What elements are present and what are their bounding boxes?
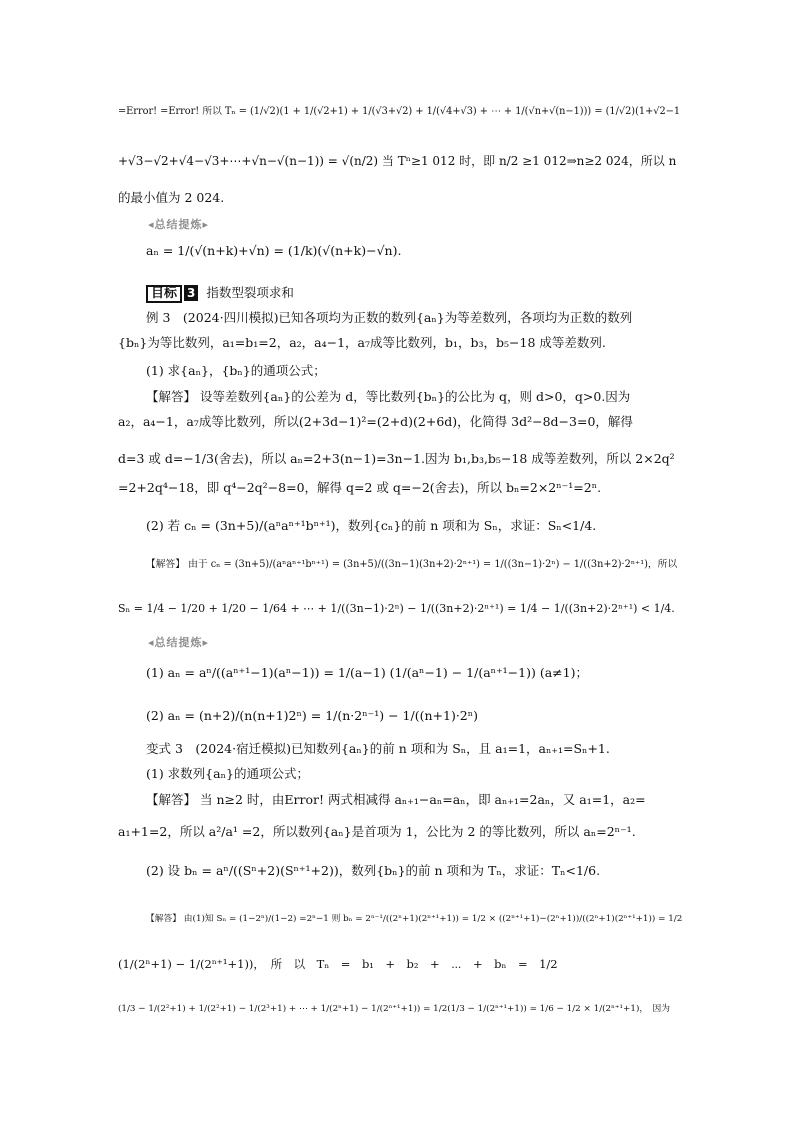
variant-answer-2-line-2: (1/(2ⁿ+1) − 1/(2ⁿ⁺¹+1))， 所 以 Tₙ = b₁ + b₂ + ⋯ + bₙ = 1/2 — [118, 957, 558, 971]
goal-title: 指数型裂项求和 — [206, 285, 294, 300]
variant-answer-1-line-1: 【解答】 当 n≥2 时，由Error! 两式相减得 aₙ₊₁−aₙ=aₙ，即 aₙ₊₁=2aₙ，又 a₁=1，a₂= — [146, 792, 646, 807]
text-line-2: +√3−√2+√4−√3+⋯+√n−√(n−1)) = √(n/2) 当 Tⁿ≥1 012 时，即 n/2 ≥1 012⇒n≥2 024，所以 n — [118, 154, 677, 168]
text-line-1: =Error! =Error! 所以 Tₙ = (1/√2)(1 + 1/(√2+1) + 1/(√3+√2) + 1/(√4+√3) + ⋯ + 1/(√n+√(n−1))) = (1/√2)(1+√2−1 — [118, 106, 681, 117]
answer-2-line-2: Sₙ = 1/4 − 1/20 + 1/20 − 1/64 + ⋯ + 1/((3n−1)·2ⁿ) − 1/((3n+2)·2ⁿ⁺¹) = 1/4 − 1/((3n+2)·2ⁿ⁺¹) < 1/4. — [118, 602, 675, 615]
variant-answer-2-line-1: 【解答】 由(1)知 Sₙ = (1−2ⁿ)/(1−2) =2ⁿ−1 则 bₙ = 2ⁿ⁻¹/((2ⁿ+1)(2ⁿ⁺¹+1)) = 1/2 × ((2ⁿ⁺¹+1)−(2ⁿ+1))/((2ⁿ+1)(2ⁿ⁺¹+1)) = 1/2 — [146, 914, 683, 924]
variant-answer-1-line-2: a₁+1=2，所以 a²/a¹ =2，所以数列{aₙ}是首项为 1，公比为 2 的等比数列，所以 aₙ=2ⁿ⁻¹. — [118, 824, 636, 839]
question-1: (1) 求{aₙ}，{bₙ}的通项公式； — [146, 363, 326, 378]
variant-answer-2-line-3: (1/3 − 1/(2²+1) + 1/(2²+1) − 1/(2³+1) + ⋯ + 1/(2ⁿ+1) − 1/(2ⁿ⁺¹+1)) = 1/2(1/3 − 1/(2ⁿ⁺¹+1)) = 1/6 − 1/2 × 1/(2ⁿ⁺¹+1)， 因为 — [118, 1004, 670, 1014]
goal-heading — [146, 282, 294, 300]
answer-1-line-4: =2+2q⁴−18，即 q⁴−2q²−8=0，解得 q=2 或 q=−2(舍去)，所以 bₙ=2×2ⁿ⁻¹=2ⁿ. — [118, 480, 602, 495]
variant-question-2: (2) 设 bₙ = aⁿ/((Sⁿ+2)(Sⁿ⁺¹+2))，数列{bₙ}的前 n 项和为 Tₙ，求证：Tₙ<1/6. — [146, 863, 601, 878]
summary-2-item-2: (2) aₙ = (n+2)/(n(n+1)2ⁿ) = 1/(n·2ⁿ⁻¹) − 1/((n+1)·2ⁿ) — [146, 708, 479, 723]
variant-question-1: (1) 求数列{aₙ}的通项公式； — [146, 766, 309, 781]
answer-1-line-2: a₂，a₄−1，a₇成等比数列，所以(2+3d−1)²=(2+d)(2+6d)，化简得 3d²−8d−3=0，解得 — [118, 414, 633, 429]
answer-1-line-3: d=3 或 d=−1/3(舍去)，所以 aₙ=2+3(n−1)=3n−1.因为 b₁,b₃,b₅−18 成等差数列，所以 2×2q² — [118, 451, 675, 466]
goal-number: 3 — [184, 285, 198, 301]
answer-2-line-1: 【解答】 由于 cₙ = (3n+5)/(aⁿaⁿ⁺¹bⁿ⁺¹) = (3n+5)/((3n−1)(3n+2)·2ⁿ⁺¹) = 1/((3n−1)·2ⁿ) − 1/((3n+2)·2ⁿ⁺¹)，所以 — [146, 559, 678, 570]
example-3-line-2: {bₙ}为等比数列，a₁=b₁=2，a₂，a₄−1，a₇成等比数列，b₁，b₃，b₅−18 成等差数列. — [118, 335, 606, 350]
answer-1-line-1: 【解答】 设等差数列{aₙ}的公差为 d，等比数列{bₙ}的公比为 q，则 d>0，q>0.因为 — [146, 389, 631, 404]
example-3-line-1: 例 3 (2024·四川模拟)已知各项均为正数的数列{aₙ}为等差数列，各项均为正数的数列 — [146, 310, 633, 325]
summary-2-item-1: (1) aₙ = aⁿ/((aⁿ⁺¹−1)(aⁿ−1)) = 1/(a−1) (1/(aⁿ−1) − 1/(aⁿ⁺¹−1)) (a≠1)； — [146, 665, 588, 680]
summary-tag-1: ◂总结提炼▸ — [148, 218, 210, 231]
question-2: (2) 若 cₙ = (3n+5)/(aⁿaⁿ⁺¹bⁿ⁺¹)，数列{cₙ}的前 n 项和为 Sₙ，求证：Sₙ<1/4. — [146, 518, 597, 533]
summary-tag-2: ◂总结提炼▸ — [148, 636, 210, 649]
text-line-3: 的最小值为 2 024. — [118, 190, 225, 205]
summary-formula-1: aₙ = 1/(√(n+k)+√n) = (1/k)(√(n+k)−√n). — [146, 243, 402, 258]
variant-3-title: 变式 3 (2024·宿迁模拟)已知数列{aₙ}的前 n 项和为 Sₙ，且 a₁=1，aₙ₊₁=Sₙ+1. — [146, 741, 610, 756]
goal-label: 目标 — [146, 285, 182, 303]
